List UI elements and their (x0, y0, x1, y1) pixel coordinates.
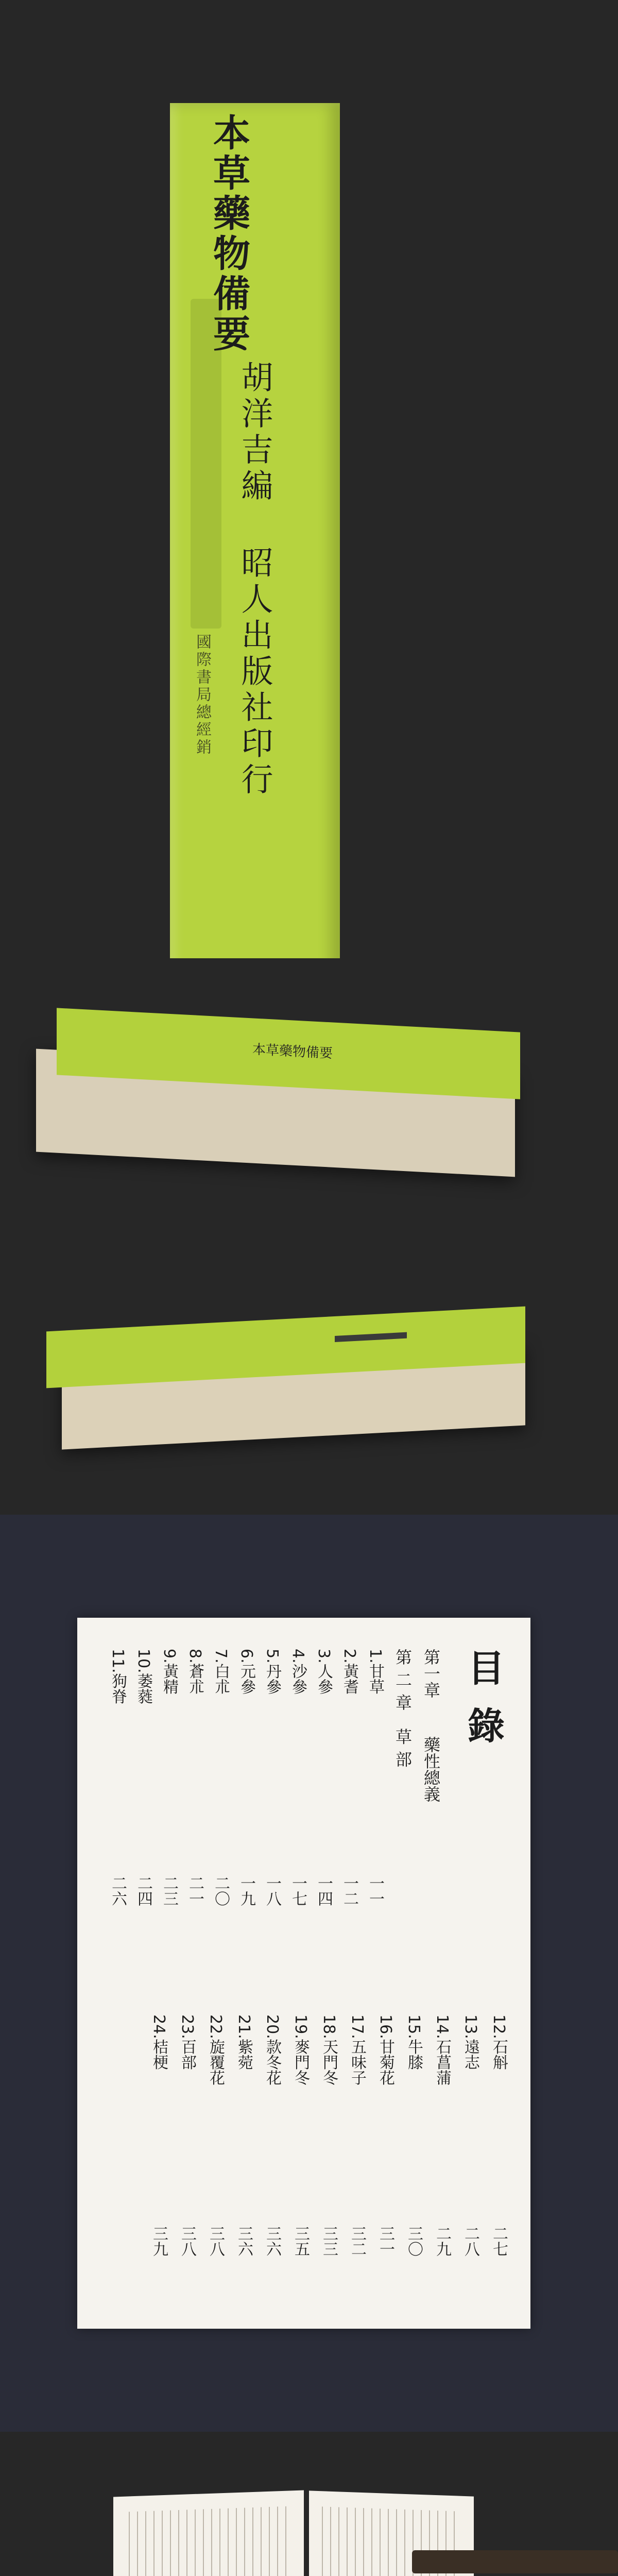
toc-entry: 16.甘菊花 (376, 2014, 394, 2086)
open-page-left (113, 2490, 304, 2576)
toc-page-num: 一九 (237, 1875, 255, 1906)
toc-entry: 20.款冬花 (263, 2014, 281, 2086)
toc-page-num: 三六 (235, 2226, 253, 2257)
toc-page-num: 三〇 (405, 2226, 423, 2257)
toc-entry: 1.甘草 (366, 1649, 384, 1694)
toc-entry: 9.黃精 (160, 1649, 178, 1694)
book-spine (170, 103, 340, 958)
toc-entry: 2.黃耆 (340, 1649, 358, 1694)
wooden-ruler (412, 2550, 618, 2573)
open-book-photo-1 (0, 2432, 618, 2576)
toc-page-num: 二六 (109, 1875, 127, 1906)
toc-entry: 11.狗脊 (109, 1649, 127, 1704)
toc-page-num: 一八 (263, 1875, 281, 1906)
toc-left-block (98, 2014, 510, 2221)
toc-entry: 14.石菖蒲 (433, 2014, 451, 2086)
cover-strip-mark (335, 1332, 407, 1342)
toc-page-num: 二八 (461, 2226, 479, 2257)
toc-photo (0, 1515, 618, 2432)
toc-entry: 17.五味子 (348, 2014, 366, 2086)
toc-page-num: 一七 (289, 1875, 307, 1906)
toc-page-num: 二〇 (212, 1875, 230, 1906)
toc-entry: 13.遠志 (461, 2014, 479, 2070)
spine-title: 本草藥物備要 (207, 113, 251, 354)
toc-page-num: 二四 (134, 1875, 152, 1906)
spine-photo (0, 0, 618, 958)
toc-page-num: 二一 (186, 1875, 204, 1906)
toc-page-num: 三二 (348, 2226, 366, 2257)
toc-page-num: 三五 (291, 2226, 310, 2257)
toc-page-num: 三八 (207, 2226, 225, 2257)
toc-entry: 6.元參 (237, 1649, 255, 1694)
book-side-photo-2 (0, 1236, 618, 1515)
toc-entry: 3.人參 (315, 1649, 333, 1694)
spine-author: 胡洋吉編 (236, 361, 273, 505)
toc-page-num: 三九 (150, 2226, 168, 2257)
toc-heading: 目錄 (461, 1649, 505, 1764)
spine-publisher: 昭人出版社印行 (236, 546, 273, 799)
toc-entry: 4.沙參 (289, 1649, 307, 1694)
toc-entry: 24.桔梗 (150, 2014, 168, 2070)
cover-text-row: 本草藥物備要 (252, 1042, 333, 1062)
toc-entry: 23.百部 (178, 2014, 196, 2070)
book-side-photo-1 (0, 958, 618, 1236)
toc-entry: 18.天門冬 (320, 2014, 338, 2086)
toc-entry: 22.旋覆花 (207, 2014, 225, 2086)
spine-distributor: 國際書局總經銷 (193, 634, 211, 756)
toc-page-num: 二三 (160, 1875, 178, 1906)
toc-page-num: 一四 (315, 1875, 333, 1906)
toc-entry: 21.紫菀 (235, 2014, 253, 2070)
toc-right-nums (98, 1875, 386, 1953)
toc-page-num: 一二 (340, 1875, 358, 1906)
toc-entry: 8.蒼朮 (186, 1649, 204, 1694)
toc-page (77, 1618, 530, 2329)
toc-entry: 15.牛膝 (405, 2014, 423, 2070)
toc-left-nums (98, 2226, 510, 2298)
spine-faded-mark (191, 299, 221, 629)
toc-page-num: 三八 (178, 2226, 196, 2257)
toc-entry: 7.白朮 (212, 1649, 230, 1694)
toc-page-num: 一一 (366, 1875, 384, 1906)
toc-chapter: 第一章 (421, 1649, 441, 1698)
toc-page-num: 二九 (433, 2226, 451, 2257)
toc-page-num: 二七 (490, 2226, 508, 2257)
toc-entry: 19.麥門冬 (291, 2014, 310, 2086)
toc-page-num: 三六 (263, 2226, 281, 2257)
page-text-block (129, 2506, 288, 2576)
toc-intro: 藥性總義 (421, 1736, 441, 1802)
toc-entry: 5.丹參 (263, 1649, 281, 1694)
toc-herb-section: 第二章 草部 (393, 1649, 413, 1774)
toc-entry: 10.萎蕤 (134, 1649, 152, 1704)
toc-entry: 12.石斛 (490, 2014, 508, 2070)
toc-page-num: 三三 (320, 2226, 338, 2257)
toc-page-num: 三一 (376, 2226, 394, 2257)
